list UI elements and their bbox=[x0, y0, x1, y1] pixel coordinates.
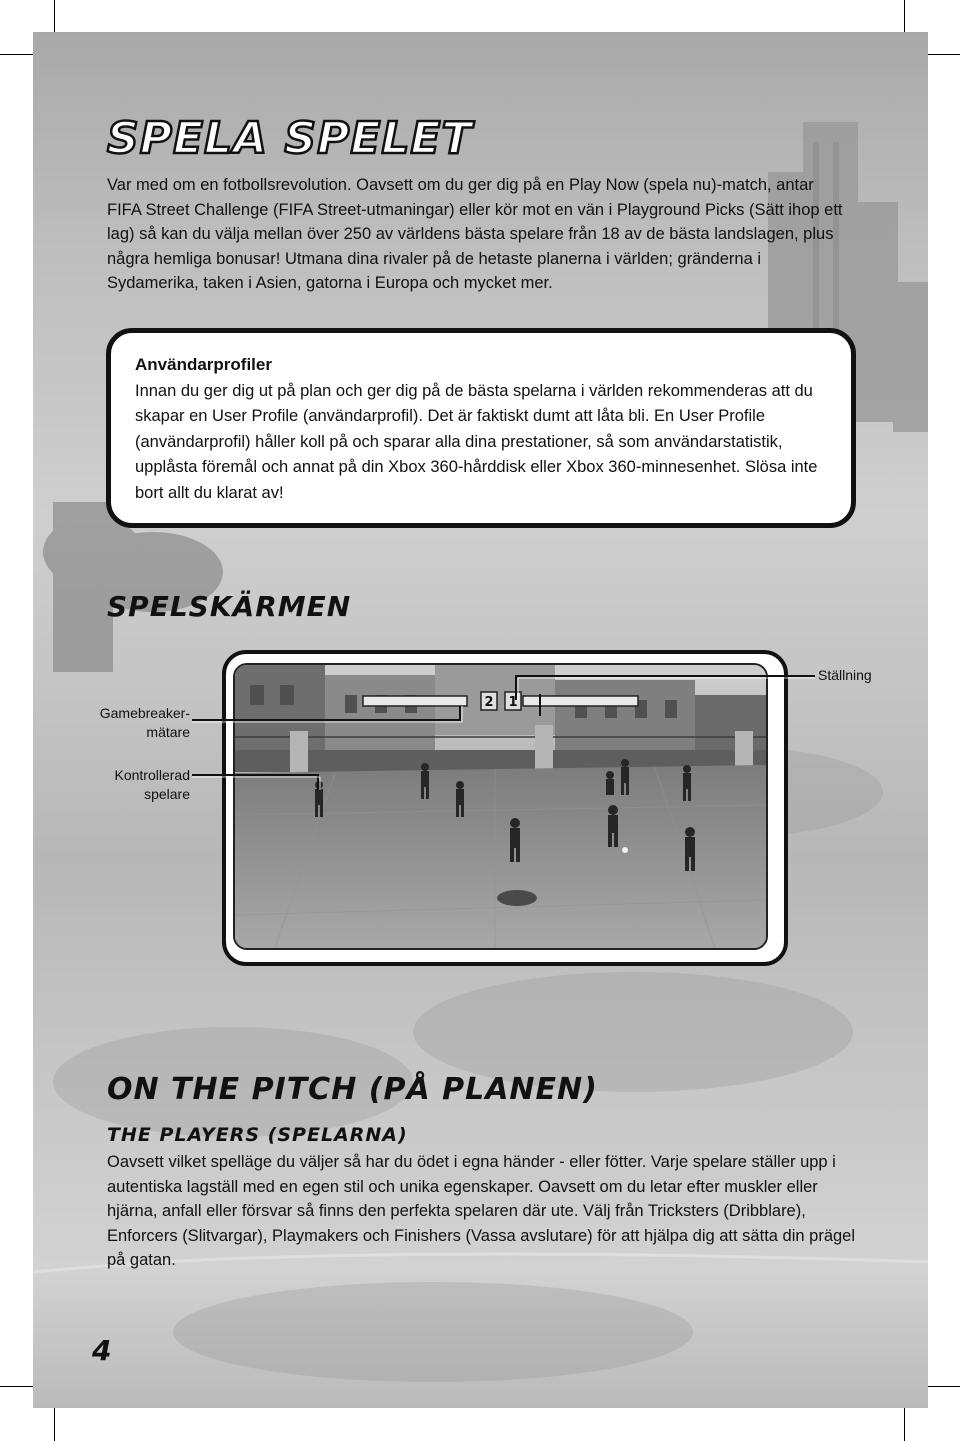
crop-mark bbox=[904, 1403, 905, 1441]
intro-paragraph: Var med om en fotbollsrevolution. Oavsett om du ger dig på en Play Now (spela nu)-match, antar FIFA Street Challenge (FIFA Street-utmaningar) eller kör mot en vän i Playground Picks (Sätt ihop ett lag) så kan du välja mellan över 250 av världens bästa spelare från 18 av de bästa landslagen, plus några hemliga bonusar! Utmana dina rivaler på de hetaste planerna i världen; gränderna i Sydamerika, taken i Asien, gatorna i Europa och mycket mer. bbox=[107, 176, 843, 293]
page-number: 4 bbox=[92, 1334, 112, 1367]
section-title-pitch: ON THE PITCH (PÅ PLANEN) bbox=[107, 1072, 598, 1107]
crop-mark bbox=[54, 1403, 55, 1441]
players-paragraph: Oavsett vilket spelläge du väljer så har du ödet i egna händer - eller fötter. Varje spelare ställer upp i autentiska lagställ med en egen stil och unika egenskaper. Oavsett om du letar efter muskler eller hjärna, anfall eller försvar så finns den perfekta spelaren där ute. Välj från Tricksters (Dribblare), Enforcers (Slitvargar), Playmakers och Finishers (Vassa avslutare) för att hjälpa dig att sätta din prägel på gatan. bbox=[107, 1153, 856, 1270]
callout-gamebreaker-label: Gamebreaker- mätare bbox=[99, 705, 190, 740]
game-screenshot bbox=[233, 663, 768, 950]
user-profile-box bbox=[106, 328, 856, 528]
page-title: SPELA SPELET bbox=[107, 113, 473, 164]
box-heading: Användarprofiler bbox=[135, 355, 272, 374]
score-away: 1 bbox=[508, 695, 518, 710]
game-scene-illustration bbox=[235, 665, 766, 948]
callout-gamebreaker-meter bbox=[88, 704, 190, 742]
section-subtitle-players: THE PLAYERS (SPELARNA) bbox=[107, 1124, 408, 1146]
callout-controlled-player bbox=[88, 766, 190, 804]
callout-controlled-player-label: Kontrollerad spelare bbox=[114, 767, 190, 802]
callout-score: Ställning bbox=[818, 667, 872, 683]
section-title-screen: SPELSKÄRMEN bbox=[107, 590, 352, 623]
box-text: Innan du ger dig ut på plan och ger dig på de bästa spelarna i världen rekommenderas att du skapar en User Profile (användarprofil). Det är faktiskt dumt att låta bli. En User Profile (användarprofil) håller koll på och sparar alla dina prestationer, så som användarstatistik, upplåsta föremål och annat på din Xbox 360-hårddisk eller Xbox 360-minnesenhet. Slösa inte bort allt du klarat av! bbox=[135, 382, 818, 502]
score-home: 2 bbox=[484, 695, 494, 710]
